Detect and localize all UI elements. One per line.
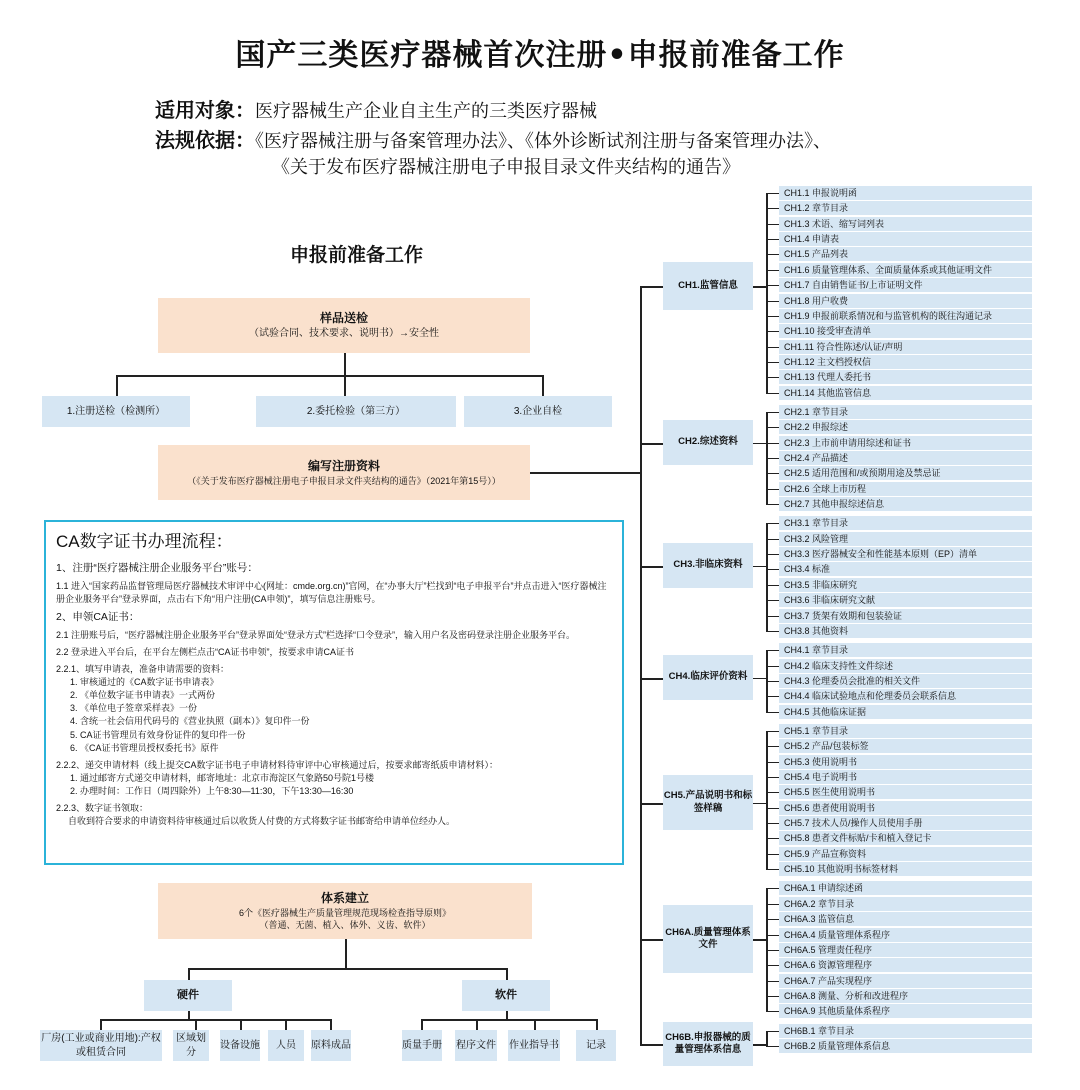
chapter-item: CH1.9 申报前联系情况和与监管机构的既往沟通记录 <box>779 309 1032 323</box>
chapter-item: CH5.8 患者文件标贴/卡和植入登记卡 <box>779 831 1032 845</box>
chapter-item: CH3.8 其他资料 <box>779 624 1032 638</box>
chapter-item: CH3.2 风险管理 <box>779 532 1032 546</box>
ca-step-2-2-1: 2.2.1、填写申请表，准备申请需要的资料： <box>56 664 230 675</box>
ca-list-1-item: 3. 《单位电子签章采样表》一份 <box>80 702 612 715</box>
hw-item-label: 人员 <box>276 1039 296 1051</box>
sw-item-procedure <box>455 1030 497 1061</box>
sample-sub: （试验合同、技术要求、说明书）→安全性 <box>249 327 439 339</box>
chapter-item: CH1.8 用户收费 <box>779 294 1032 308</box>
chapter-item: CH6A.3 监管信息 <box>779 912 1032 926</box>
ca-list-1-item: 2. 《单位数字证书申请表》一式两份 <box>80 689 612 702</box>
sw-item-label: 质量手册 <box>402 1039 442 1051</box>
sw-item-label: 记录 <box>586 1039 606 1051</box>
hw-item-label: 区域划分 <box>176 1032 206 1058</box>
chapter-item: CH3.4 标准 <box>779 562 1032 576</box>
chapter-item: CH6A.6 资源管理程序 <box>779 958 1032 972</box>
chapter-item: CH1.11 符合性陈述/认证/声明 <box>779 340 1032 354</box>
chapter-item: CH4.5 其他临床证据 <box>779 705 1032 719</box>
basis-text-2: 《关于发布医疗器械注册电子申报目录文件夹结构的通告》 <box>272 157 740 177</box>
software-label: 软件 <box>495 988 517 1001</box>
write-sub: （《关于发布医疗器械注册电子申报目录文件夹结构的通告》（2021年第15号）） <box>187 475 501 486</box>
chapter-item: CH1.13 代理人委托书 <box>779 370 1032 384</box>
chapter-item: CH1.4 申请表 <box>779 232 1032 246</box>
chapter-item: CH3.6 非临床研究文献 <box>779 593 1032 607</box>
ca-list-1-item: 1. 审核通过的《CA数字证书申请表》 <box>80 676 612 689</box>
chapter-item: CH5.1 章节目录 <box>779 724 1032 738</box>
chapter-item: CH4.4 临床试验地点和伦理委员会联系信息 <box>779 689 1032 703</box>
sw-item-label: 作业指导书 <box>509 1039 559 1051</box>
ca-list-2-item: 2. 办理时间：工作日（周四除外）上午8:30—11:30，下午13:30—16:30 <box>80 785 612 798</box>
chapter-item: CH5.7 技术人员/操作人员使用手册 <box>779 816 1032 830</box>
chapter-item: CH3.7 货架有效期和包装验证 <box>779 609 1032 623</box>
system-title: 体系建立 <box>320 891 369 905</box>
chapter-item: CH2.7 其他申报综述信息 <box>779 497 1032 511</box>
hw-item-label: 厂房(工业或商业用地):产权或租赁合同 <box>41 1032 161 1058</box>
sw-item-label: 程序文件 <box>456 1039 496 1051</box>
test-label-3: 3.企业自检 <box>513 405 563 417</box>
hw-item-zone <box>173 1030 209 1061</box>
write-title: 编写注册资料 <box>307 458 380 473</box>
sw-item-manual <box>402 1030 442 1061</box>
chapter-item: CH1.14 其他监管信息 <box>779 386 1032 400</box>
ca-step-2-2-3: 2.2.3、数字证书领取： <box>56 802 149 813</box>
ca-step-1: 1、注册“医疗器械注册企业服务平台”账号： <box>56 561 258 574</box>
scope-text: 医疗器械生产企业自主生产的三类医疗器械 <box>255 101 597 121</box>
chapter-item: CH5.4 电子说明书 <box>779 770 1032 784</box>
chapter-item: CH4.1 章节目录 <box>779 643 1032 657</box>
chapter-item: CH6A.8 测量、分析和改进程序 <box>779 989 1032 1003</box>
chapter-item: CH5.3 使用说明书 <box>779 755 1032 769</box>
system-sub-1: 6个《医疗器械生产质量管理规范现场检查指导原则》 <box>238 907 451 918</box>
chapter-item: CH1.2 章节目录 <box>779 201 1032 215</box>
ca-list-1-item: 6. 《CA证书管理员授权委托书》原件 <box>80 742 612 755</box>
chapter-item: CH2.2 申报综述 <box>779 420 1032 434</box>
chapter-label: CH1.监管信息 <box>663 262 753 310</box>
chapter-item: CH3.3 医疗器械安全和性能基本原则（EP）清单 <box>779 547 1032 561</box>
hardware-box <box>144 980 232 1011</box>
system-box <box>158 883 532 939</box>
hardware-label: 硬件 <box>177 988 199 1001</box>
sw-item-record <box>576 1030 616 1061</box>
ca-list-1-item: 5. CA证书管理员有效身份证件的复印件一份 <box>80 729 612 742</box>
test-label-1: 1.注册送检（检测所） <box>66 405 166 417</box>
chapter-item: CH1.7 自由销售证书/上市证明文件 <box>779 278 1032 292</box>
system-sub-2: （普通、无菌、植入、体外、义齿、软件） <box>259 920 431 931</box>
hw-item-label: 设备设施 <box>220 1039 260 1051</box>
chapter-item: CH6A.1 申请综述函 <box>779 881 1032 895</box>
chapter-item: CH1.3 术语、缩写词列表 <box>779 217 1032 231</box>
ca-step-2-2-2: 2.2.2、递交申请材料（线上提交CA数字证书电子申请材料待审评中心审核通过后，按要求邮寄纸质申请材料）： <box>56 759 499 770</box>
ca-list-1 <box>60 676 612 754</box>
chapter-item: CH1.12 主文档授权信 <box>779 355 1032 369</box>
hw-item-label: 原料成品 <box>311 1039 351 1051</box>
ca-step-1-1: 1.1 进入“国家药品监督管理局医疗器械技术审评中心(网址：cmde.org.cn)”官网，在“办事大厅”栏找到“电子申报平台”并点击进入“医疗器械注册企业服务平台”登录界面，点击右下角“用户注册(CA申领)”，填写信息注册账号。 <box>56 580 607 604</box>
chapter-item: CH1.6 质量管理体系、全面质量体系或其他证明文件 <box>779 263 1032 277</box>
chapter-item: CH2.6 全球上市历程 <box>779 482 1032 496</box>
ca-step-2-1: 2.1 注册账号后，“医疗器械注册企业服务平台”登录界面处“登录方式”栏选择“口令登录”，输入用户名及密码登录注册企业服务平台。 <box>56 630 575 641</box>
test-box-1 <box>42 396 190 427</box>
hw-item-plant <box>40 1030 162 1061</box>
chapter-item: CH6A.5 管理责任程序 <box>779 943 1032 957</box>
ca-list-2 <box>60 772 612 798</box>
hw-item-staff <box>268 1030 304 1061</box>
basis-text-1: 《医疗器械注册与备案管理办法》、《体外诊断试剂注册与备案管理办法》、 <box>255 131 831 151</box>
chapter-item: CH1.5 产品列表 <box>779 247 1032 261</box>
hw-item-material <box>311 1030 351 1061</box>
sample-title: 样品送检 <box>319 311 368 326</box>
chapter-label: CH6A.质量管理体系文件 <box>663 905 753 973</box>
chapter-label: CH3.非临床资料 <box>663 543 753 588</box>
basis-line <box>155 124 831 153</box>
sample-box <box>158 298 530 353</box>
chapter-item: CH6A.4 质量管理体系程序 <box>779 928 1032 942</box>
chapter-item: CH6A.2 章节目录 <box>779 897 1032 911</box>
chapter-item: CH2.5 适用范围和/或预期用途及禁忌证 <box>779 466 1032 480</box>
test-box-3 <box>464 396 612 427</box>
chapter-item: CH3.1 章节目录 <box>779 516 1032 530</box>
chapter-item: CH1.1 申报说明函 <box>779 186 1032 200</box>
hw-item-equipment <box>220 1030 260 1061</box>
scope-line <box>155 94 597 123</box>
write-box <box>158 445 530 500</box>
basis-label: 法规依据： <box>155 130 255 152</box>
sw-item-instruction <box>508 1030 560 1061</box>
chapter-label: CH6B.申报器械的质量管理体系信息 <box>663 1022 753 1066</box>
chapter-item: CH6A.7 产品实现程序 <box>779 974 1032 988</box>
chapter-label: CH2.综述资料 <box>663 420 753 465</box>
ca-step-2-2-3-text: 自收到符合要求的申请资料待审核通过后以收货人付费的方式将数字证书邮寄给申请单位经办人。 <box>68 815 456 826</box>
chapter-label: CH5.产品说明书和标签样稿 <box>663 775 753 830</box>
test-box-2 <box>256 396 456 427</box>
ca-process-box <box>44 520 624 865</box>
ca-title: CA数字证书办理流程： <box>56 532 233 551</box>
test-label-2: 2.委托检验（第三方） <box>306 405 406 417</box>
chapter-item: CH4.3 伦理委员会批准的相关文件 <box>779 674 1032 688</box>
chapter-item: CH6B.1 章节目录 <box>779 1024 1032 1038</box>
tree-spine <box>640 286 642 1044</box>
prep-title: 申报前准备工作 <box>290 245 424 266</box>
ca-step-2: 2、申领CA证书： <box>56 610 140 623</box>
page-title: 国产三类医疗器械首次注册•申报前准备工作 <box>235 38 845 73</box>
chapter-item: CH5.9 产品宣称资料 <box>779 847 1032 861</box>
chapter-item: CH2.4 产品描述 <box>779 451 1032 465</box>
chapter-item: CH5.2 产品/包装标签 <box>779 739 1032 753</box>
chapter-item: CH6A.9 其他质量体系程序 <box>779 1004 1032 1018</box>
chapter-item: CH1.10 接受审查清单 <box>779 324 1032 338</box>
chapter-item: CH5.10 其他说明书标签材料 <box>779 862 1032 876</box>
ca-step-2-2: 2.2 登录进入平台后，在平台左侧栏点击“CA证书申领”，按要求申请CA证书 <box>56 647 355 658</box>
chapter-label: CH4.临床评价资料 <box>663 655 753 700</box>
chapter-item: CH2.1 章节目录 <box>779 405 1032 419</box>
chapter-item: CH4.2 临床支持性文件综述 <box>779 659 1032 673</box>
chapter-item: CH5.6 患者使用说明书 <box>779 801 1032 815</box>
scope-label: 适用对象： <box>155 100 255 122</box>
ca-list-1-item: 4. 含统一社会信用代码号的《营业执照（副本）》复印件一份 <box>80 715 612 728</box>
chapter-item: CH3.5 非临床研究 <box>779 578 1032 592</box>
chapter-item: CH6B.2 质量管理体系信息 <box>779 1039 1032 1053</box>
ca-list-2-item: 1. 通过邮寄方式递交申请材料，邮寄地址：北京市海淀区气象路50号院1号楼 <box>80 772 612 785</box>
chapter-item: CH2.3 上市前申请用综述和证书 <box>779 436 1032 450</box>
software-box <box>462 980 550 1011</box>
chapter-item: CH5.5 医生使用说明书 <box>779 785 1032 799</box>
